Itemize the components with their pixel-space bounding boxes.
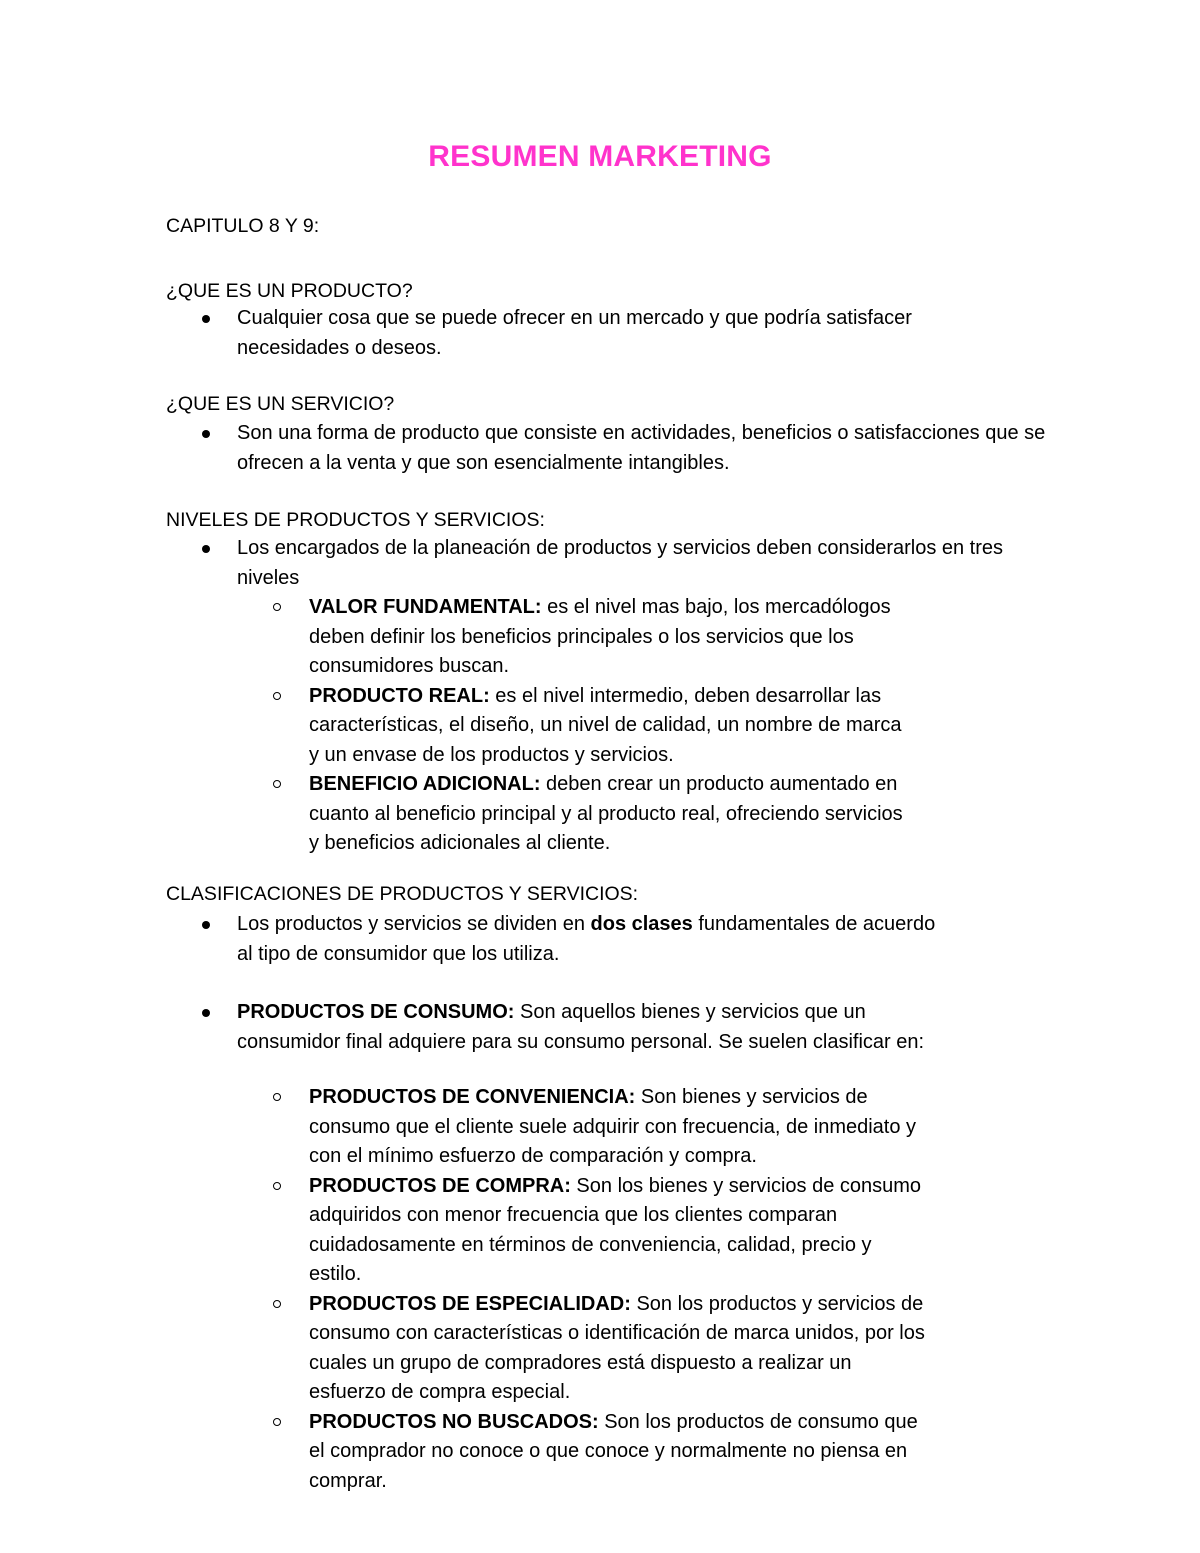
clases-post: fundamentales de acuerdo al tipo de consumidor que los utiliza. [237,913,936,965]
nivel-text: deben crear un producto aumentado en cuanto al beneficio principal y al producto real, ofreciendo servicios y beneficios adicionales al cliente. [309,773,903,854]
circle-bullet-icon [273,603,281,611]
clasificaciones-heading: CLASIFICACIONES DE PRODUCTOS Y SERVICIOS: [166,883,639,905]
consumo-items [166,1083,926,1496]
tipo-term: PRODUCTOS DE ESPECIALIDAD: [309,1292,631,1315]
list-item [166,419,1046,478]
list-item [166,998,937,1057]
nivel-text: es el nivel mas bajo, los mercadólogos deben definir los beneficios principales o los servicios que los consumidores buscan. [309,596,891,677]
list-item [237,1290,926,1408]
bullet-icon [202,430,210,438]
list-item [237,682,917,771]
list-item [166,910,937,969]
producto-list [166,304,996,363]
consumo-sublist [166,1083,926,1496]
circle-bullet-icon [273,1182,281,1190]
list-item [237,1408,926,1497]
tipo-text: Son los productos y servicios de consumo con características o identificación de marca unidos, por los cuales un grupo de compradores está dispuesto a realizar un esfuerzo de compra especial. [309,1292,925,1403]
bullet-icon [202,921,210,929]
servicio-definition: Son una forma de producto que consiste en actividades, beneficios o satisfacciones que se ofrecen a la venta y que son esencialmente intangibles. [237,422,1046,474]
circle-bullet-icon [273,1300,281,1308]
chapter-heading: CAPITULO 8 Y 9: [166,215,320,237]
nivel-text: es el nivel intermedio, deben desarrollar las características, el diseño, un nivel de calidad, un nombre de marca y un envase de los productos y servicios. [309,684,902,766]
producto-heading: ¿QUE ES UN PRODUCTO? [166,280,413,302]
tipo-text: Son los bienes y servicios de consumo adquiridos con menor frecuencia que los clientes comparan cuidadosamente en términos de conveniencia, calidad, precio y estilo. [309,1174,922,1285]
niveles-heading: NIVELES DE PRODUCTOS Y SERVICIOS: [166,509,545,531]
document-title: RESUMEN MARKETING [428,140,772,173]
sublist-wrapper [166,1083,926,1496]
circle-bullet-icon [273,1093,281,1101]
nivel-term: BENEFICIO ADICIONAL: [309,773,541,795]
consumo-term: PRODUCTOS DE CONSUMO: [237,1001,515,1023]
bullet-icon [202,1009,210,1017]
tipo-text: Son bienes y servicios de consumo que el cliente suele adquirir con frecuencia, de inmediato y con el mínimo esfuerzo de comparación y compra. [309,1086,917,1167]
servicio-heading: ¿QUE ES UN SERVICIO? [166,393,395,415]
circle-bullet-icon [273,1418,281,1426]
list-item [237,593,917,682]
circle-bullet-icon [273,780,281,788]
consumo-text: Son aquellos bienes y servicios que un consumidor final adquiere para su consumo personal. Se suelen clasificar en: [237,1001,925,1053]
spacer [166,969,1026,998]
niveles-intro: Los encargados de la planeación de productos y servicios deben considerarlos en tres niveles [237,537,1004,589]
bullet-icon [202,315,210,323]
niveles-list [166,534,1016,859]
tipo-term: PRODUCTOS DE COMPRA: [309,1174,571,1197]
circle-bullet-icon [273,692,281,700]
list-item [166,534,1016,859]
bullet-icon [202,545,210,553]
clases-pre: Los productos y servicios se dividen en [237,913,591,935]
clases-bold: dos clases [590,913,693,935]
list-item [166,304,996,363]
tipo-term: PRODUCTOS NO BUSCADOS: [309,1410,599,1433]
producto-definition: Cualquier cosa que se puede ofrecer en un mercado y que podría satisfacer necesidades o deseos. [237,307,912,359]
niveles-sublist [237,593,917,859]
nivel-term: VALOR FUNDAMENTAL: [309,596,542,618]
list-item [237,1083,926,1172]
tipo-text: Son los productos de consumo que el comprador no conoce o que conoce y normalmente no piensa en comprar. [309,1410,918,1492]
servicio-list [166,419,1046,478]
list-item [237,770,917,859]
clasificaciones-list [166,910,1026,1057]
list-item [237,1172,926,1290]
tipo-term: PRODUCTOS DE CONVENIENCIA: [309,1086,636,1108]
nivel-term: PRODUCTO REAL: [309,684,490,707]
